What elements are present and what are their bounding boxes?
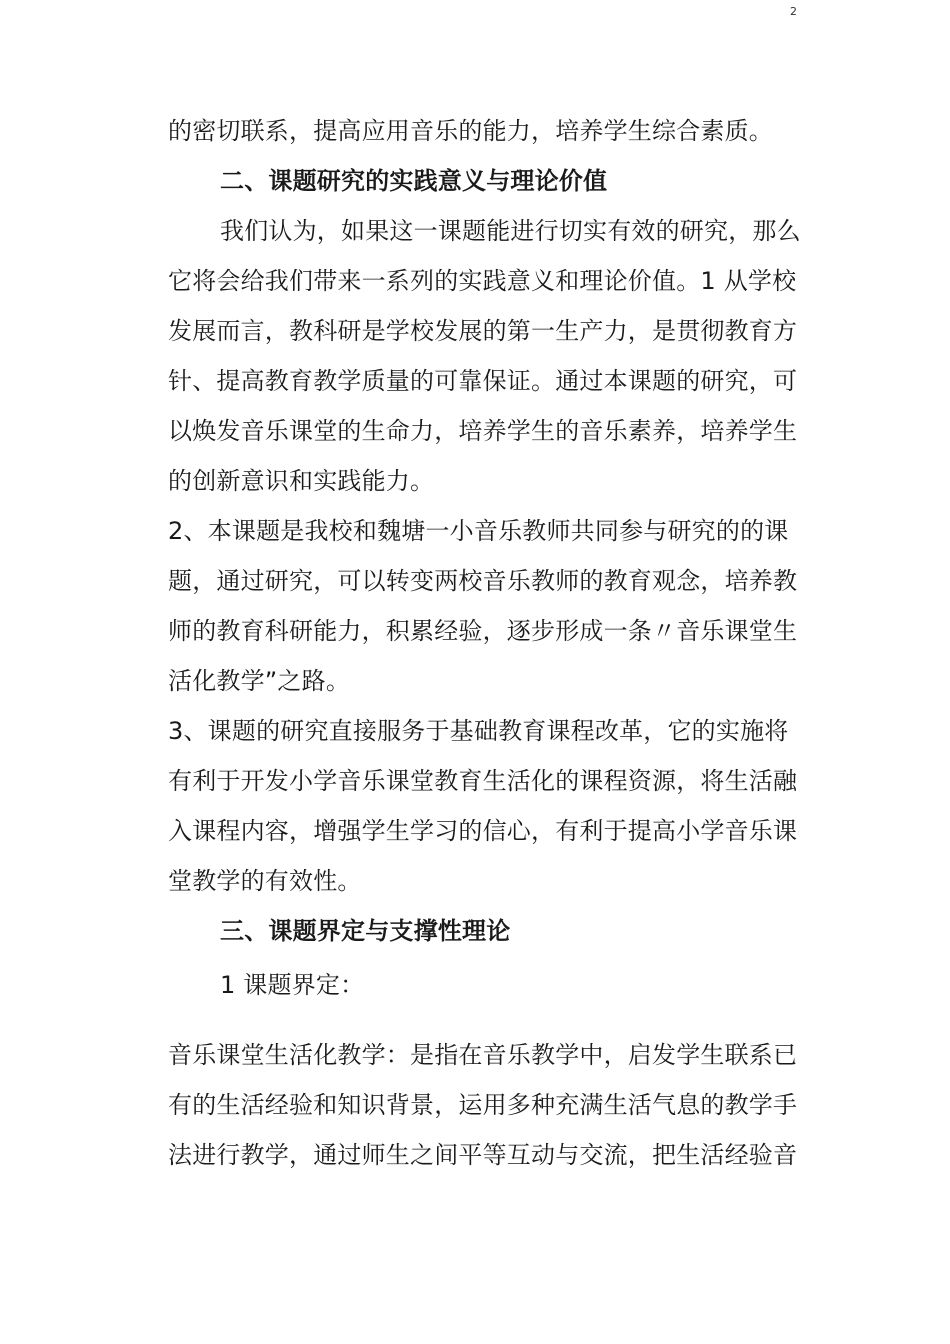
section-heading: 二、课题研究的实践意义与理论价值 xyxy=(220,167,608,195)
body-line: 师的教育科研能力，积累经验，逐步形成一条〃音乐课堂生 xyxy=(168,617,798,645)
body-line: 针、提高教育教学质量的可靠保证。通过本课题的研究，可 xyxy=(168,367,798,395)
body-line: 发展而言，教科研是学校发展的第一生产力，是贯彻教育方 xyxy=(168,317,798,345)
section-heading: 三、课题界定与支撑性理论 xyxy=(220,917,511,945)
body-line: 有利于开发小学音乐课堂教育生活化的课程资源，将生活融 xyxy=(168,767,798,795)
body-line: 的密切联系，提高应用音乐的能力，培养学生综合素质。 xyxy=(168,117,773,145)
body-line: 它将会给我们带来一系列的实践意义和理论价值。1 从学校 xyxy=(168,267,797,295)
body-line: 的创新意识和实践能力。 xyxy=(168,467,435,495)
body-line: 有的生活经验和知识背景，运用多种充满生活气息的教学手 xyxy=(168,1091,798,1119)
body-line: 3、课题的研究直接服务于基础教育课程改革，它的实施将 xyxy=(168,717,789,745)
body-line: 以焕发音乐课堂的生命力，培养学生的音乐素养，培养学生 xyxy=(168,417,798,445)
body-line: 堂教学的有效性。 xyxy=(168,867,362,895)
body-line: 活化教学”之路。 xyxy=(168,667,351,695)
body-line: 法进行教学，通过师生之间平等互动与交流，把生活经验音 xyxy=(168,1141,798,1169)
body-line: 题，通过研究，可以转变两校音乐教师的教育观念，培养教 xyxy=(168,567,798,595)
body-line: 我们认为，如果这一课题能进行切实有效的研究，那么 xyxy=(220,217,801,245)
page-number: 2 xyxy=(790,5,797,18)
body-line: 音乐课堂生活化教学：是指在音乐教学中，启发学生联系已 xyxy=(168,1041,798,1069)
body-line: 入课程内容，增强学生学习的信心，有利于提高小学音乐课 xyxy=(168,817,798,845)
subsection-heading: 1 课题界定： xyxy=(220,971,365,999)
body-line: 2、本课题是我校和魏塘一小音乐教师共同参与研究的的课 xyxy=(168,517,789,545)
